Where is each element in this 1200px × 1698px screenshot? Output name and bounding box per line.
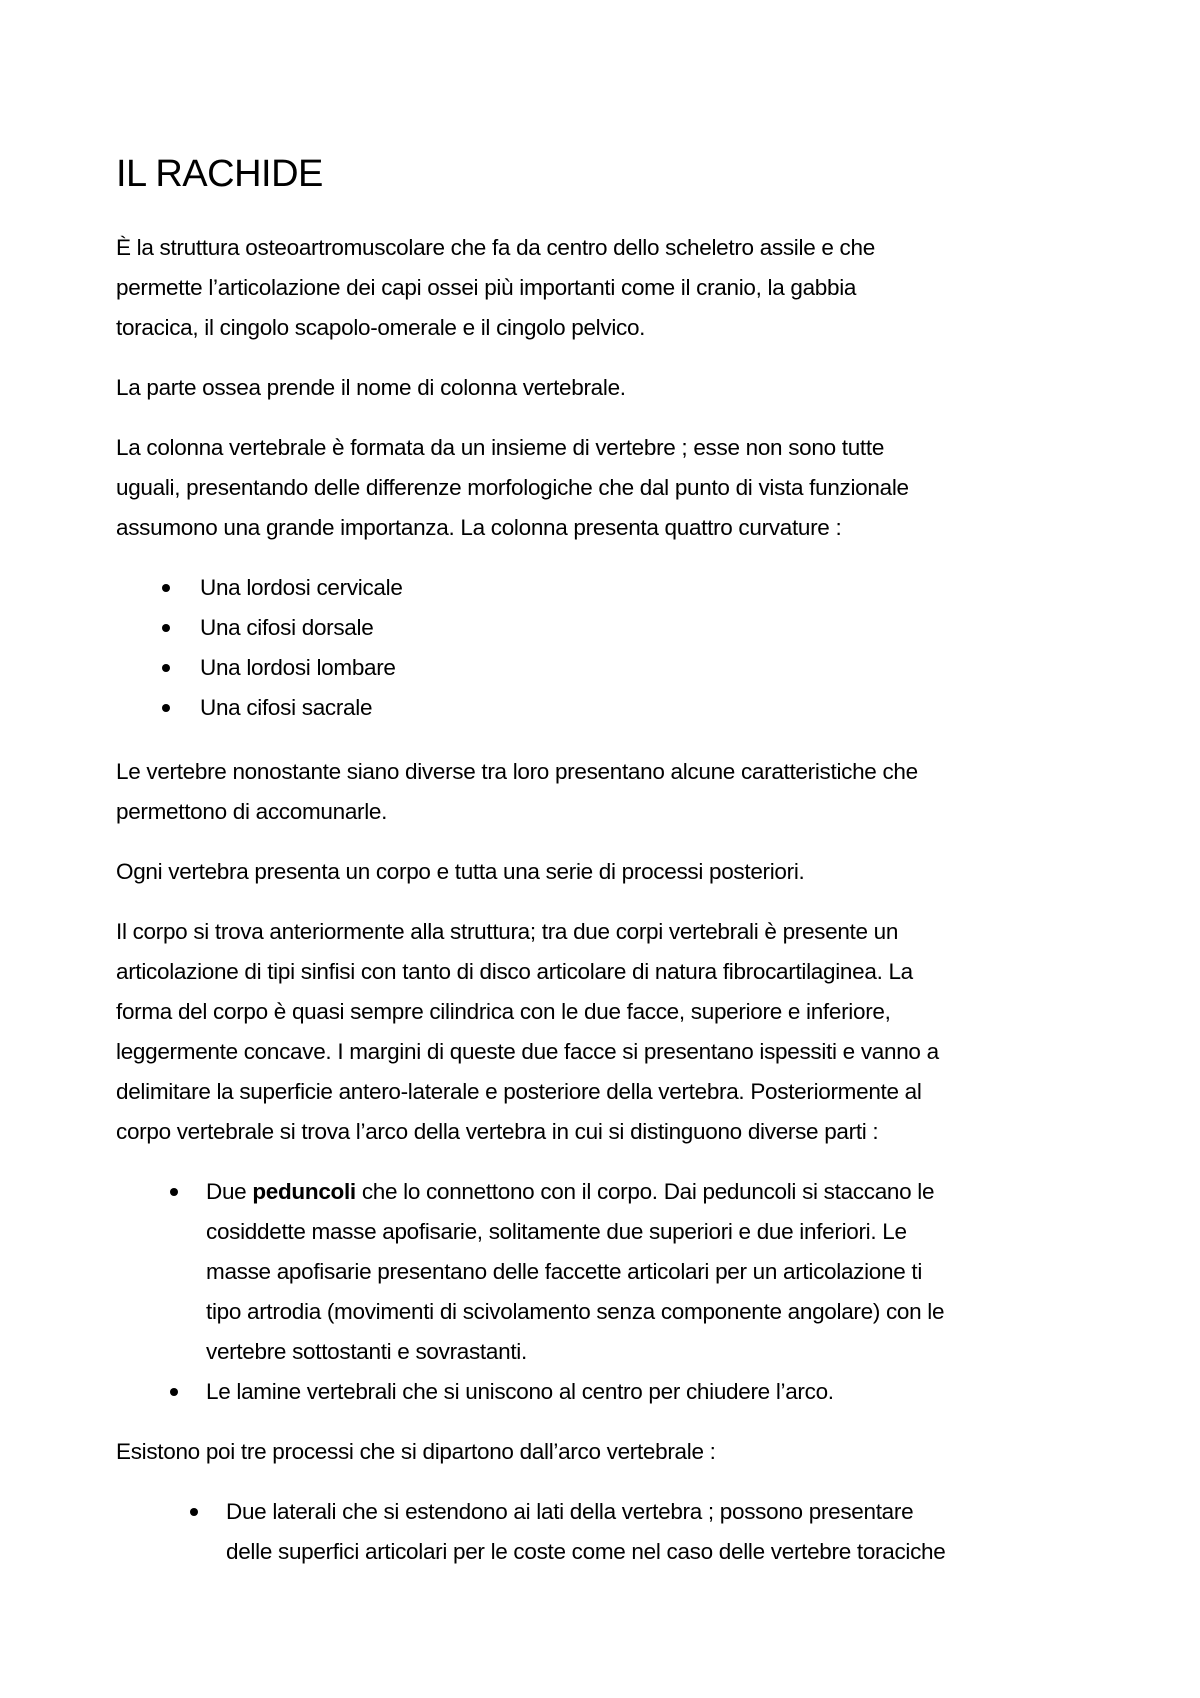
text-line: Le vertebre nonostante siano diverse tra loro presentano alcune caratteristiche che xyxy=(116,759,918,784)
intro-paragraph xyxy=(116,228,1106,348)
text-line: assumono una grande importanza. La colonna presenta quattro curvature : xyxy=(116,515,842,540)
list-item: Una lordosi lombare xyxy=(200,648,403,688)
text-line: forma del corpo è quasi sempre cilindrica con le due facce, superiore e inferiore, xyxy=(116,999,891,1024)
list-item xyxy=(206,1172,944,1372)
bullet-icon xyxy=(162,584,170,592)
text-line: È la struttura osteoartromuscolare che fa da centro dello scheletro assile e che xyxy=(116,235,875,260)
text-line: Esistono poi tre processi che si dipartono dall’arco vertebrale : xyxy=(116,1439,716,1464)
processes-list xyxy=(226,1492,945,1572)
text-line: Due laterali che si estendono ai lati della vertebra ; possono presentare xyxy=(226,1499,914,1524)
text-line: permette l’articolazione dei capi ossei più importanti come il cranio, la gabbia xyxy=(116,275,857,300)
text-line: Due peduncoli che lo connettono con il corpo. Dai peduncoli si staccano le xyxy=(206,1179,935,1204)
text-line: leggermente concave. I margini di queste due facce si presentano ispessiti e vanno a xyxy=(116,1039,939,1064)
text-line: Ogni vertebra presenta un corpo e tutta una serie di processi posteriori. xyxy=(116,859,805,884)
text-line: Il corpo si trova anteriormente alla struttura; tra due corpi vertebrali è presente un xyxy=(116,919,899,944)
bold-term: peduncoli xyxy=(252,1179,356,1204)
list-item: Una cifosi dorsale xyxy=(200,608,403,648)
list-item xyxy=(226,1492,945,1572)
text-line: La colonna vertebrale è formata da un insieme di vertebre ; esse non sono tutte xyxy=(116,435,885,460)
curvature-list xyxy=(200,568,403,728)
list-item: Una cifosi sacrale xyxy=(200,688,403,728)
text-line: delimitare la superficie antero-laterale e posteriore della vertebra. Posteriormente al xyxy=(116,1079,922,1104)
text-line: cosiddette masse apofisarie, solitamente due superiori e due inferiori. Le xyxy=(206,1219,907,1244)
bullet-icon xyxy=(162,624,170,632)
vertebra-body-intro-paragraph xyxy=(116,852,1106,892)
text-line: delle superfici articolari per le coste come nel caso delle vertebre toraciche xyxy=(226,1539,946,1564)
text-line: La parte ossea prende il nome di colonna vertebrale. xyxy=(116,375,626,400)
text-line: vertebre sottostanti e sovrastanti. xyxy=(206,1339,527,1364)
vertebrae-common-paragraph xyxy=(116,752,1106,832)
text-line: masse apofisarie presentano delle faccette articolari per un articolazione ti xyxy=(206,1259,923,1284)
text-line: permettono di accomunarle. xyxy=(116,799,388,824)
list-item xyxy=(206,1372,944,1412)
bullet-icon xyxy=(162,664,170,672)
text-line: corpo vertebrale si trova l’arco della vertebra in cui si distinguono diverse parti : xyxy=(116,1119,879,1144)
vertebral-column-paragraph xyxy=(116,428,1106,548)
bullet-icon xyxy=(170,1188,178,1196)
bullet-icon xyxy=(170,1388,178,1396)
vertebral-body-paragraph xyxy=(116,912,1106,1152)
page-title: IL RACHIDE xyxy=(116,153,323,195)
text-line: Le lamine vertebrali che si uniscono al centro per chiudere l’arco. xyxy=(206,1379,834,1404)
text-line: tipo artrodia (movimenti di scivolamento senza componente angolare) con le xyxy=(206,1299,945,1324)
list-item: Una lordosi cervicale xyxy=(200,568,403,608)
bullet-icon xyxy=(162,704,170,712)
processes-paragraph xyxy=(116,1432,1106,1472)
bone-part-paragraph xyxy=(116,368,1106,408)
text-line: articolazione di tipi sinfisi con tanto di disco articolare di natura fibrocartilaginea. La xyxy=(116,959,913,984)
arch-parts-list xyxy=(206,1172,944,1412)
text-line: toracica, il cingolo scapolo-omerale e il cingolo pelvico. xyxy=(116,315,646,340)
bullet-icon xyxy=(190,1508,198,1516)
text-line: uguali, presentando delle differenze morfologiche che dal punto di vista funzionale xyxy=(116,475,909,500)
